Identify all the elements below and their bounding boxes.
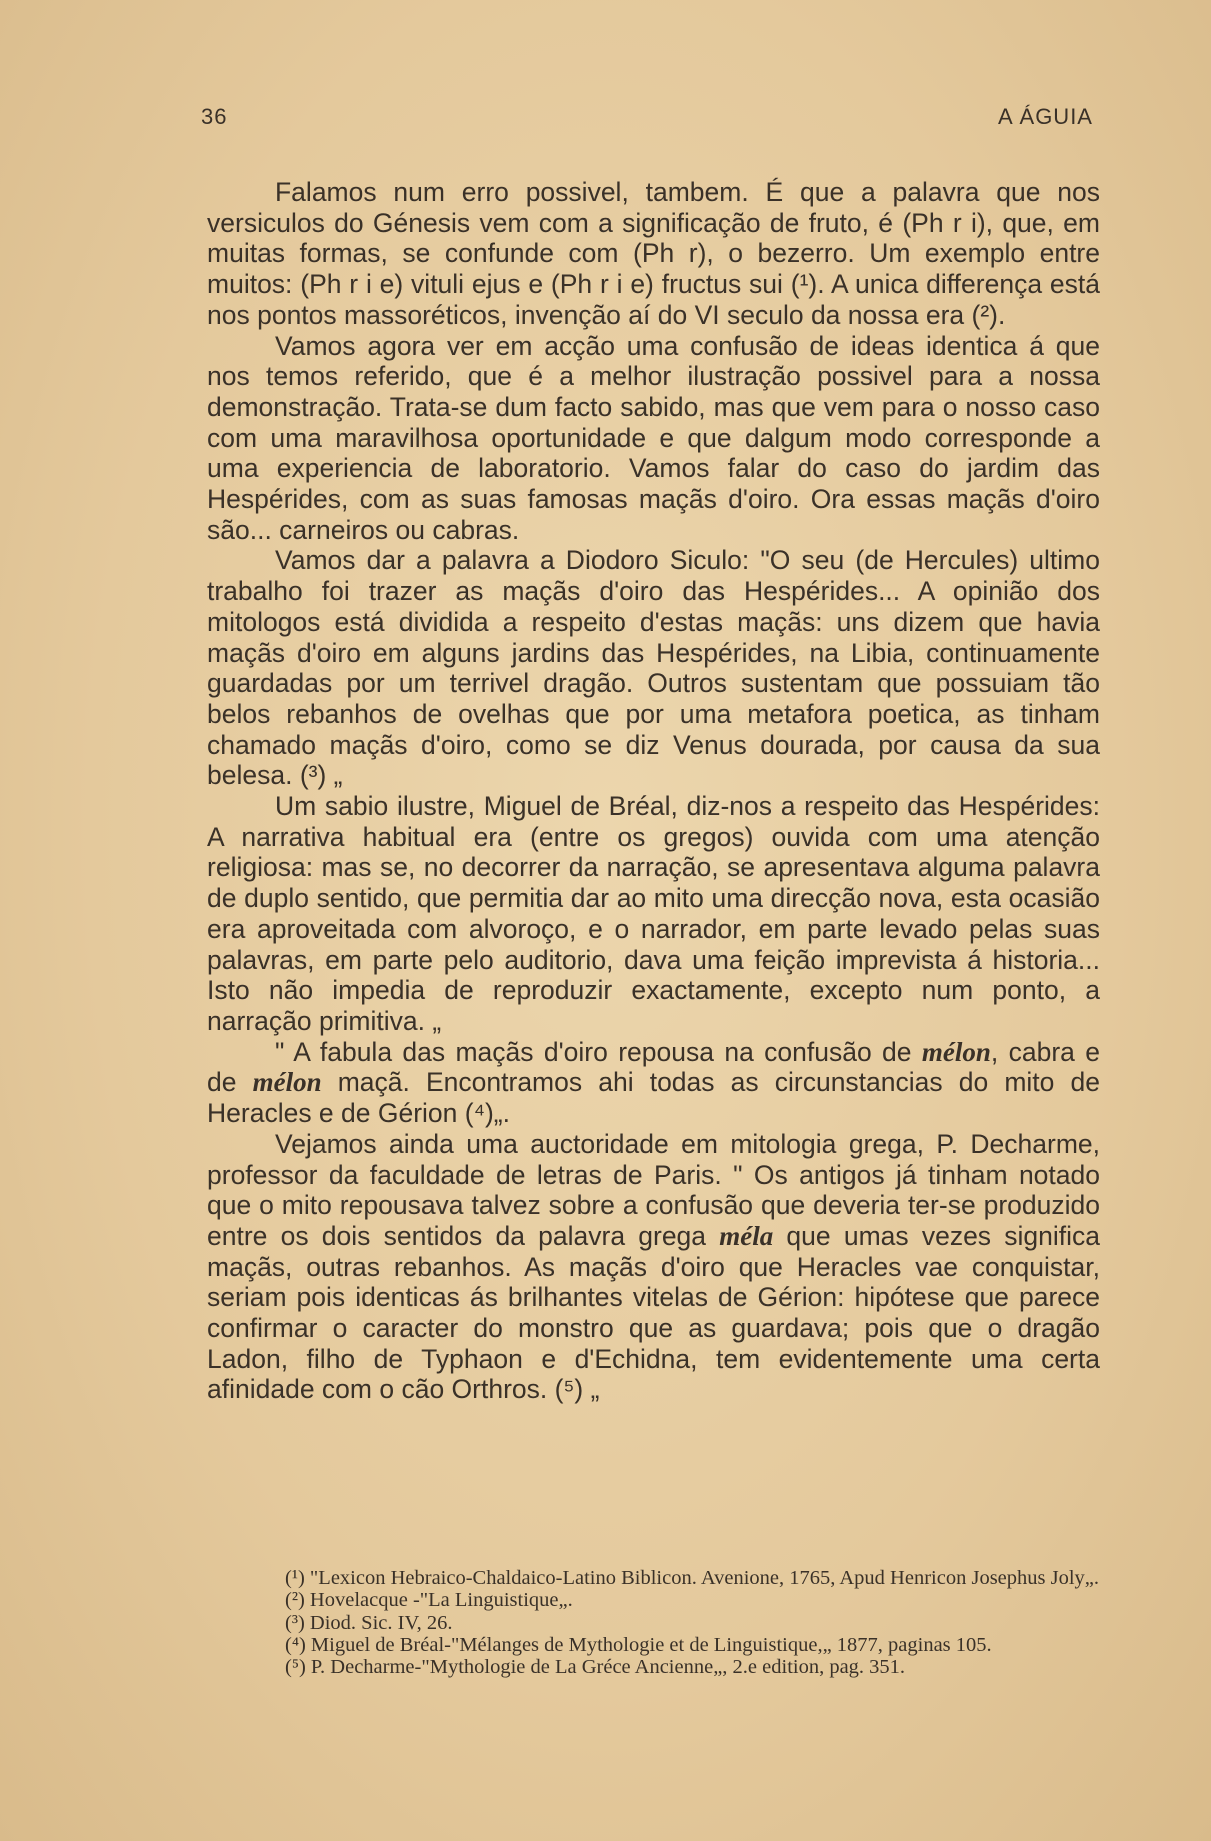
paragraph: Vejamos ainda uma auctoridade em mitologia grega, P. Decharme, professor da faculdade de letras de Paris. " Os antigos já tinham notado que o mito repousava talvez sobre a confusão que deveria ter-se produzido entre os dois sentidos da palavra grega méla que umas vezes significa maçãs, outras rebanhos. As maçãs d'oiro que Heracles vae conquistar, seriam pois identicas ás brilhantes vitelas de Gérion: hipótese que parece confirmar o caracter do monstro que as guardava; pois que o dragão Ladon, filho de Typhaon e d'Echidna, tem evidentemente uma certa afinidade com o cão Orthros. (⁵) „ xyxy=(207,1128,1100,1405)
paragraph: Falamos num erro possivel, tambem. É que a palavra que nos versiculos do Génesis vem com a significação de fruto, é (Ph r i), que, em muitas formas, se confunde com (Ph r), o bezerro. Um exemplo entre muitos: (Ph r i e) vituli ejus e (Ph r i e) fructus sui (¹). A unica differença está nos pontos massoréticos, invenção aí do VI seculo da nossa era (²). xyxy=(207,177,1100,330)
greek-term: méla xyxy=(719,1220,774,1251)
footnote: (²) Hovelacque -"La Linguistique„. xyxy=(285,1589,573,1612)
footnotes xyxy=(215,1567,1102,1678)
footnote: (¹) "Lexicon Hebraico-Chaldaico-Latino Biblicon. Avenione, 1765, Apud Henricon Josephus Joly„. xyxy=(285,1567,1100,1589)
footnote: (⁵) P. Decharme-"Mythologie de La Gréce Ancienne„, 2.e edition, pag. 351. xyxy=(285,1656,906,1679)
footnote: (³) Diod. Sic. IV, 26. xyxy=(285,1611,453,1634)
paragraph-quote: " A fabula das maçãs d'oiro repousa na confusão de mélon, cabra e de mélon maçã. Encontramos ahi todas as circunstancias do mito de Heracles e de Gérion (⁴)„. xyxy=(207,1036,1100,1129)
greek-term: mélon xyxy=(252,1067,322,1098)
journal-title: A ÁGUIA xyxy=(997,104,1093,129)
running-header xyxy=(201,104,1093,130)
page-number: 36 xyxy=(201,104,228,129)
paragraph: Um sabio ilustre, Miguel de Bréal, diz-nos a respeito das Hespérides: A narrativa habitual era (entre os gregos) ouvida com uma atenção religiosa: mas se, no decorrer da narração, se apresentava alguma palavra de duplo sentido, que permitia dar ao mito uma direcção nova, esta ocasião era aproveitada com alvoroço, e o narrador, em parte levado pelas suas palavras, em parte pelo auditorio, dava uma feição imprevista á historia... Isto não impedia de reproduzir exactamente, excepto num ponto, a narração primitiva. „ xyxy=(207,791,1100,1036)
main-text xyxy=(207,177,1100,1405)
greek-term: mélon xyxy=(921,1036,991,1067)
paragraph: Vamos dar a palavra a Diodoro Siculo: "O seu (de Hercules) ultimo trabalho foi trazer as maçãs d'oiro das Hespérides... A opinião dos mitologos está dividida a respeito d'estas maçãs: uns dizem que havia maçãs d'oiro em alguns jardins das Hespérides, na Libia, continuamente guardadas por um terrivel dragão. Outros sustentam que possuiam tão belos rebanhos de ovelhas que por uma metafora poetica, as tinham chamado maçãs d'oiro, como se diz Venus dourada, por causa da sua belesa. (³) „ xyxy=(207,545,1100,791)
paragraph: Vamos agora ver em acção uma confusão de ideas identica á que nos temos referido, que é a melhor ilustração possivel para a nossa demonstração. Trata-se dum facto sabido, mas que vem para o nosso caso com uma maravilhosa oportunidade e que dalgum modo corresponde a uma experiencia de laboratorio. Vamos falar do caso do jardim das Hespérides, com as suas famosas maçãs d'oiro. Ora essas maçãs d'oiro são... carneiros ou cabras. xyxy=(207,330,1100,545)
footnote: (⁴) Miguel de Bréal-"Mélanges de Mythologie et de Linguistique,„ 1877, paginas 105. xyxy=(285,1633,992,1656)
